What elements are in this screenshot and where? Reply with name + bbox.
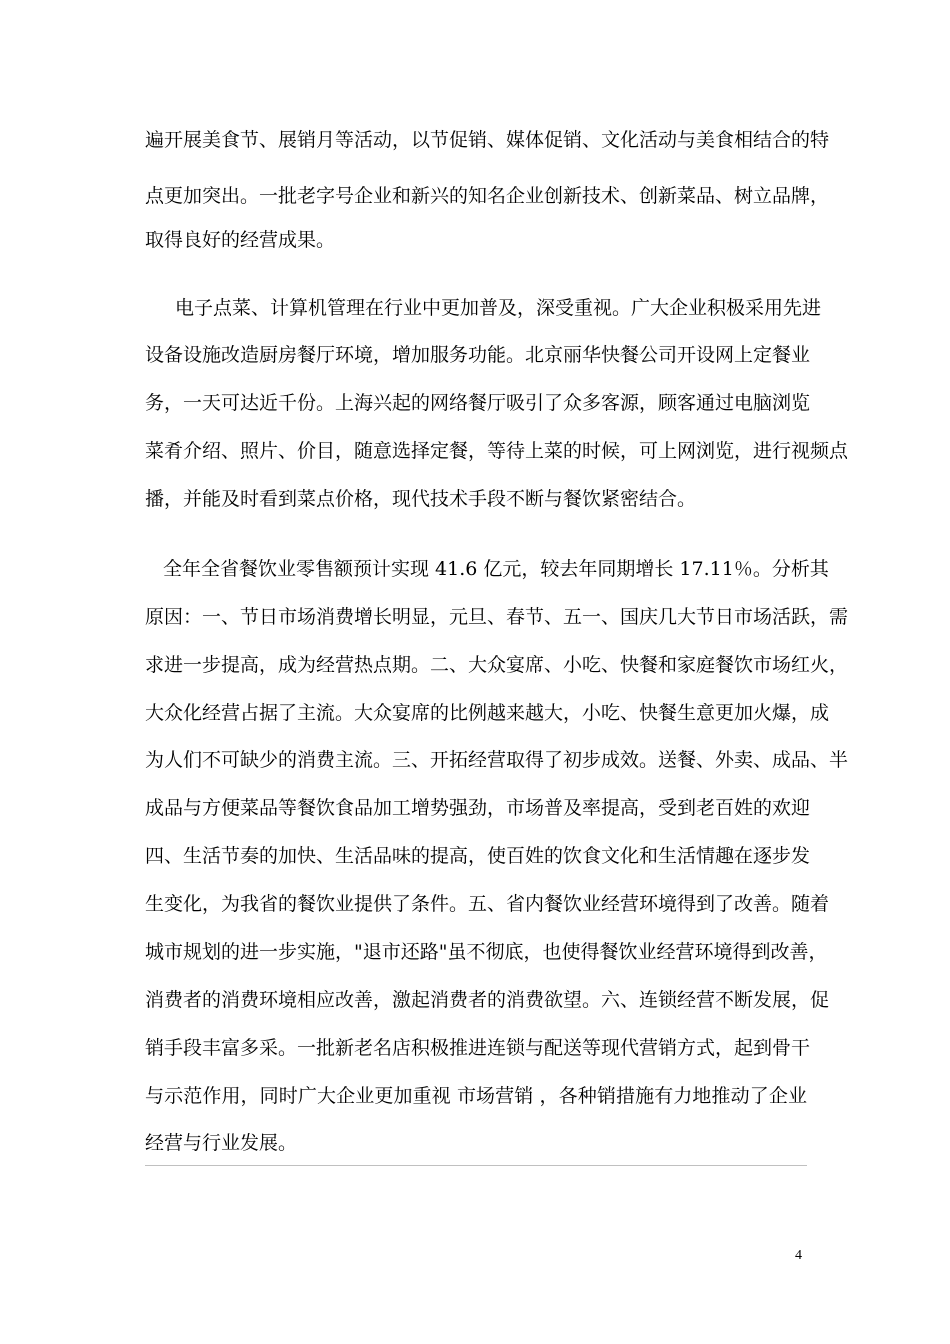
paragraph-1-line-2: 点更加突出。一批老字号企业和新兴的知名企业创新技术、创新菜品、树立品牌，: [145, 185, 830, 207]
paragraph-2-line-4: 菜肴介绍、照片、价目，随意选择定餐，等待上菜的时候，可上网浏览，进行视频点: [145, 440, 849, 462]
paragraph-3-line-10: 消费者的消费环境相应改善，激起消费者的消费欲望。六、连锁经营不断发展，促: [145, 989, 830, 1011]
paragraph-3-line-9: 城市规划的进一步实施，"退市还路"虽不彻底，也使得餐饮业经营环境得到改善，: [145, 941, 828, 963]
paragraph-1-line-3: 取得良好的经营成果。: [145, 229, 336, 251]
paragraph-3-line-7: 四、生活节奏的加快、生活品味的提高，使百姓的饮食文化和生活情趣在逐步发: [145, 845, 811, 867]
paragraph-3-line-12: 与示范作用，同时广大企业更加重视 市场营销 ，各种销措施有力地推动了企业: [145, 1085, 807, 1107]
paragraph-2-line-1: 电子点菜、计算机管理在行业中更加普及，深受重视。广大企业积极采用先进: [175, 297, 822, 319]
paragraph-2-line-2: 设备设施改造厨房餐厅环境，增加服务功能。北京丽华快餐公司开设网上定餐业: [145, 344, 811, 366]
footer-rule: [145, 1165, 807, 1166]
paragraph-3-line-11: 销手段丰富多采。一批新老名店积极推进连锁与配送等现代营销方式，起到骨干: [145, 1037, 811, 1059]
paragraph-3-line-1: 全年全省餐饮业零售额预计实现 41.6 亿元，较去年同期增长 17.11％。分析其: [163, 558, 829, 580]
page-number: 4: [795, 1248, 802, 1263]
paragraph-1-line-1: 遍开展美食节、展销月等活动，以节促销、媒体促销、文化活动与美食相结合的特: [145, 129, 830, 151]
paragraph-2-line-3: 务，一天可达近千份。上海兴起的网络餐厅吸引了众多客源，顾客通过电脑浏览: [145, 392, 811, 414]
paragraph-3-line-2: 原因：一、节日市场消费增长明显，元旦、春节、五一、国庆几大节日市场活跃，需: [145, 606, 849, 628]
paragraph-3-line-6: 成品与方便菜品等餐饮食品加工增势强劲，市场普及率提高，受到老百姓的欢迎: [145, 797, 811, 819]
paragraph-3-line-3: 求进一步提高，成为经营热点期。二、大众宴席、小吃、快餐和家庭餐饮市场红火，: [145, 654, 849, 676]
paragraph-3-line-13: 经营与行业发展。: [145, 1132, 298, 1154]
paragraph-2-line-5: 播，并能及时看到菜点价格，现代技术手段不断与餐饮紧密结合。: [145, 488, 697, 510]
paragraph-3-line-4: 大众化经营占据了主流。大众宴席的比例越来越大，小吃、快餐生意更加火爆，成: [145, 702, 830, 724]
paragraph-3-line-8: 生变化，为我省的餐饮业提供了条件。五、省内餐饮业经营环境得到了改善。随着: [145, 893, 830, 915]
paragraph-3-line-5: 为人们不可缺少的消费主流。三、开拓经营取得了初步成效。送餐、外卖、成品、半: [145, 749, 849, 771]
